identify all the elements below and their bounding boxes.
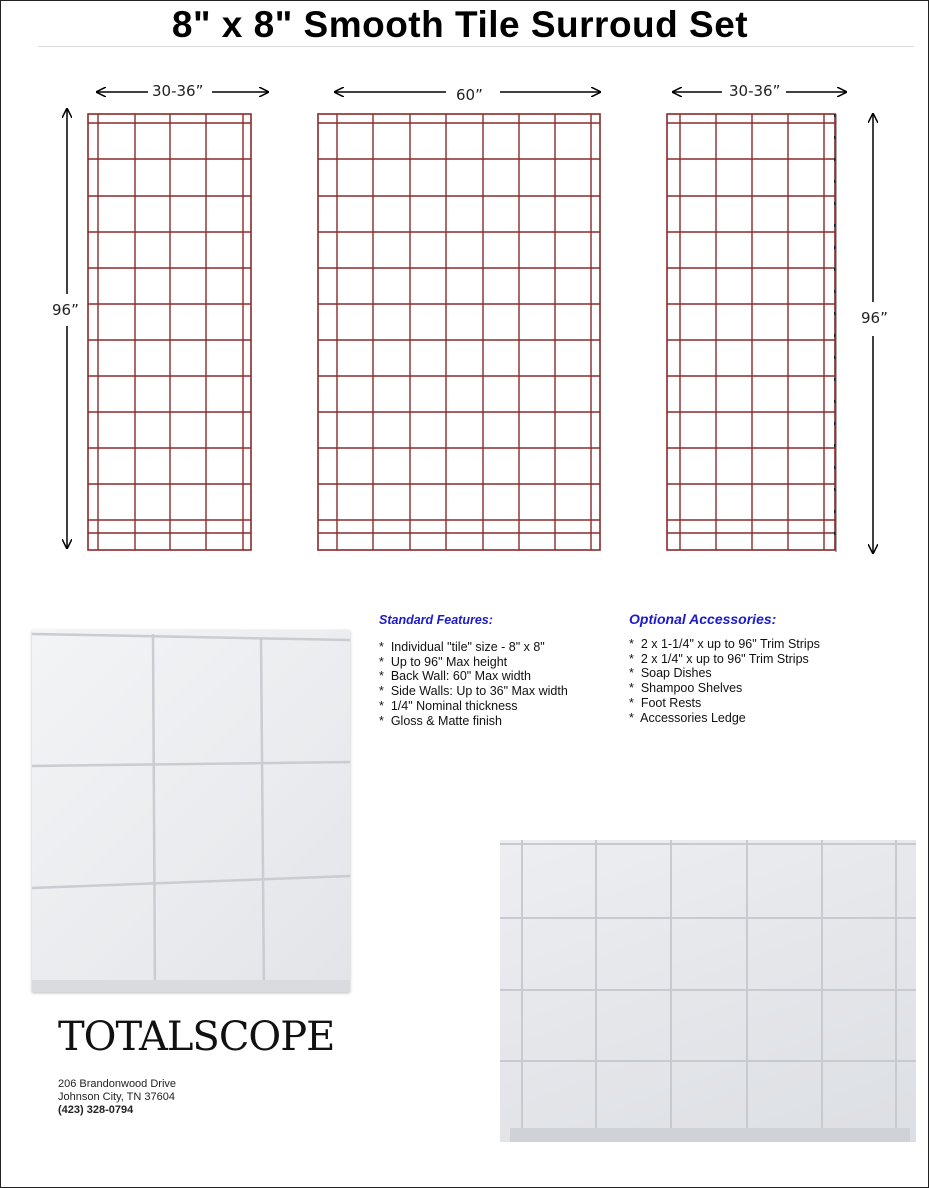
standard-features-list xyxy=(379,640,568,729)
address-line-1: 206 Brandonwood Drive xyxy=(58,1078,177,1090)
right-height-label: 96” xyxy=(857,309,892,327)
right-width-label: 30-36” xyxy=(725,82,784,100)
list-item: * Gloss & Matte finish xyxy=(379,714,568,729)
list-item: * Back Wall: 60" Max width xyxy=(379,669,568,684)
list-item: * 2 x 1/4" x up to 96" Trim Strips xyxy=(629,652,820,667)
back-width-label: 60” xyxy=(452,86,487,104)
company-logo: TOTALSCOPE xyxy=(58,1014,335,1060)
tile-wall-photo xyxy=(500,840,916,1142)
list-item: * Up to 96" Max height xyxy=(379,655,568,670)
list-item: * Shampoo Shelves xyxy=(629,681,820,696)
standard-features-heading: Standard Features: xyxy=(379,613,493,627)
left-width-label: 30-36” xyxy=(148,82,207,100)
page-title: 8" x 8" Smooth Tile Surroud Set xyxy=(171,4,749,45)
back-wall-panel xyxy=(318,114,600,550)
left-height-label: 96” xyxy=(48,301,83,319)
optional-accessories xyxy=(629,612,820,726)
list-item: * Soap Dishes xyxy=(629,666,820,681)
list-item: * Individual "tile" size - 8" x 8" xyxy=(379,640,568,655)
tile-wall-grout xyxy=(500,840,916,1142)
optional-accessories-heading: Optional Accessories: xyxy=(629,611,777,627)
left-wall-panel xyxy=(88,114,251,550)
list-item: * Accessories Ledge xyxy=(629,711,820,726)
tile-closeup-grout xyxy=(32,630,350,992)
company-address xyxy=(58,1078,176,1117)
right-wall-panel xyxy=(667,114,835,550)
standard-features xyxy=(379,613,568,729)
address-line-2: Johnson City, TN 37604 xyxy=(58,1091,175,1103)
tile-closeup-photo xyxy=(32,630,350,992)
list-item: * 2 x 1-1/4" x up to 96" Trim Strips xyxy=(629,637,820,652)
list-item: * Side Walls: Up to 36" Max width xyxy=(379,684,568,699)
list-item: * 1/4" Nominal thickness xyxy=(379,699,568,714)
list-item: * Foot Rests xyxy=(629,696,820,711)
phone-number: (423) 328-0794 xyxy=(58,1104,134,1116)
optional-accessories-list xyxy=(629,637,820,726)
